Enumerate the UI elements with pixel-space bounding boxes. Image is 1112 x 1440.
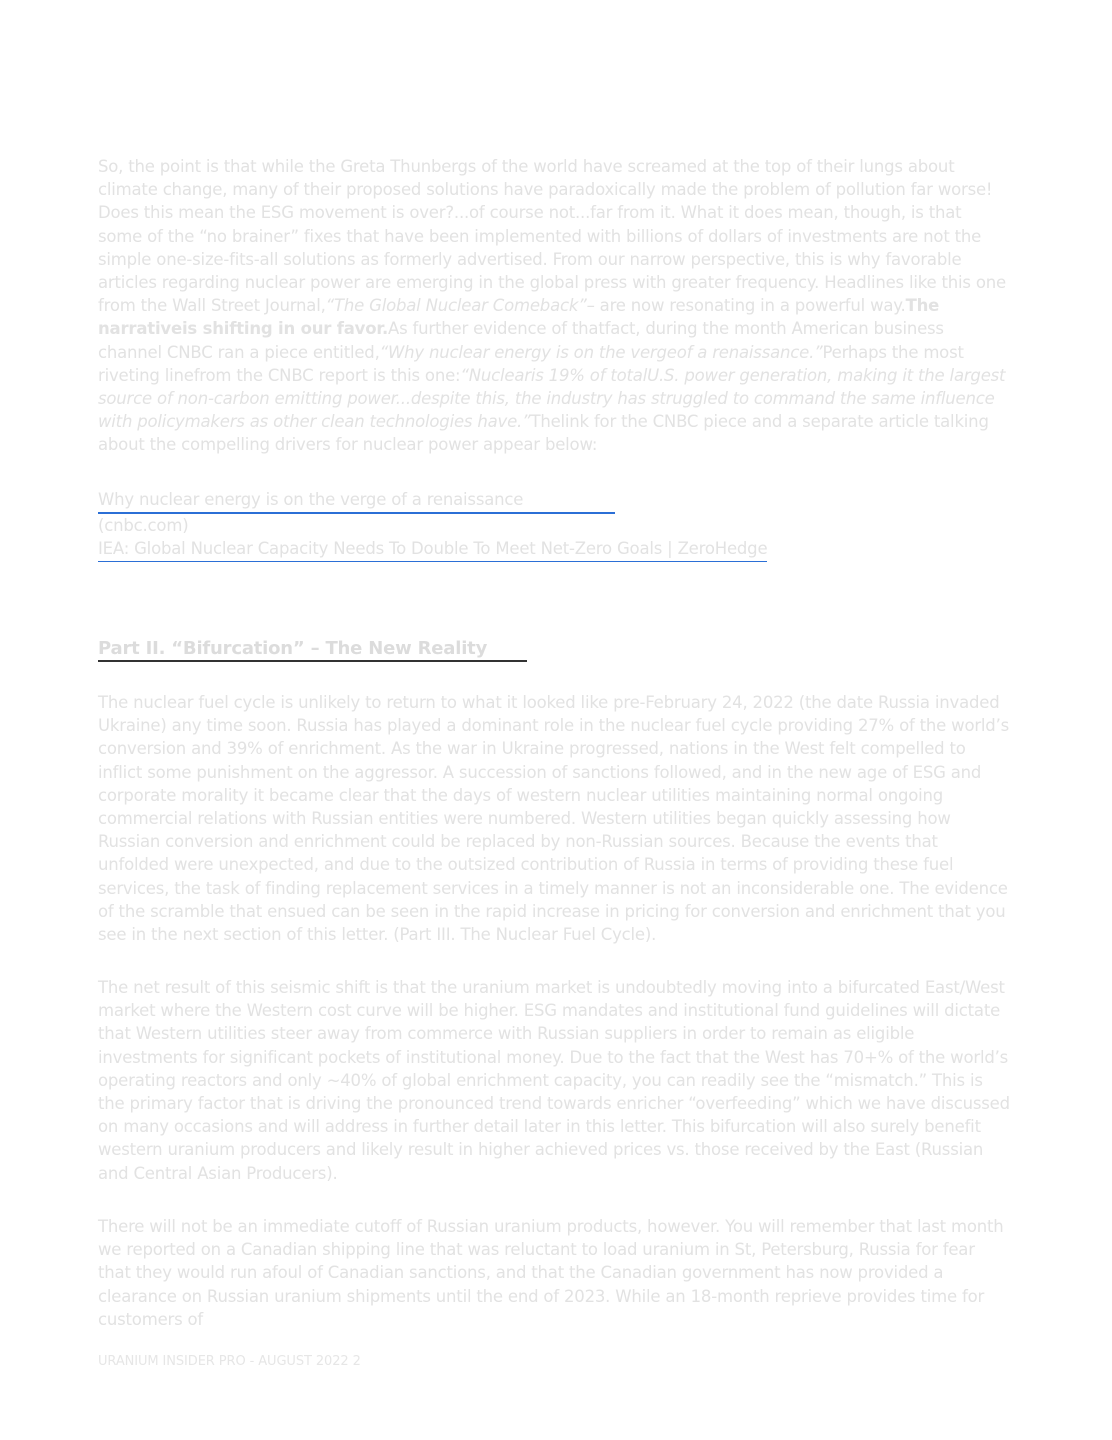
intro-text-5: Thelink for the CNBC piece and a separate article talking about the compelling drivers for nuclear power appear below: — [98, 412, 989, 455]
cnbc-headline: “Why nuclear energy is on the vergeof a renaissance.” — [379, 342, 823, 362]
body-paragraph-3: There will not be an immediate cutoff of Russian uranium products, however. You will remember that last month we reported on a Canadian shipping line that was reluctant to load uranium in St, Petersburg, Russia for fear that they would run afoul of Canadian sanctions, and that the Canadian government has now provided a clearance on Russian uranium shipments until the end of 2023. While an 18-month reprieve provides time for customers of — [98, 1217, 1004, 1329]
body-paragraph-1: The nuclear fuel cycle is unlikely to return to what it looked like pre-February 24, 2022 (the date Russia invaded Ukraine) any time soon. Russia has played a dominant role in the nuclear fuel cycle providing 27% of the world’s conversion and 39% of enrichment. As the war in Ukraine progressed, nations in the West felt compelled to inflict some punishment on the aggressor. A succession of sanctions followed, and in the new age of ESG and corporate morality it became clear that the days of western nuclear utilities maintaining normal ongoing commercial relations with Russian entities were numbered. Western utilities began quickly assessing how Russian conversion and enrichment could be replaced by non-Russian sources. Because the events that unfolded were unexpected, and due to the outsized contribution of Russia in terms of providing these fuel services, the task of finding replacement services in a timely manner is not an inconsiderable one. The evidence of the scramble that ensued can be seen in the rapid increase in pricing for conversion and enrichment that you see in the next section of this letter. (Part III. The Nuclear Fuel Cycle). — [98, 693, 1010, 945]
zerohedge-article-link[interactable]: IEA: Global Nuclear Capacity Needs To Double To Meet Net-Zero Goals | ZeroHedge — [98, 537, 767, 562]
intro-text-4: Perhaps the most riveting linefrom the CNBC report is this one: — [98, 342, 964, 385]
cnbc-quote: “Nuclearis 19% of totalU.S. power generation, making it the largest source of non-carbon emitting power...despite this, the industry has struggled to command the same influence with policymakers as other clean technologies have.” — [98, 365, 1006, 432]
intro-paragraph — [98, 155, 1010, 457]
intro-text-1: So, the point is that while the Greta Thunbergs of the world have screamed at the top of their lungs about climate change, many of their proposed solutions have paradoxically made the problem of pollution far worse! Does this mean the ESG movement is over?...of course not...far from it. What it does mean, though, is that some of the “no brainer” fixes that have been implemented with billions of dollars of investments are not the simple one-size-fits-all solutions as formerly advertised. From our narrow perspective, this is why favorable articles regarding nuclear power are emerging in the global press with greater frequency. Headlines like this one from the Wall Street Journal, — [98, 157, 1006, 316]
intro-text-2: – are now resonating in a powerful way. — [586, 296, 906, 316]
section-heading: Part II. “Bifurcation” – The New Reality — [98, 638, 527, 662]
wsj-headline: “The Global Nuclear Comeback” — [325, 296, 587, 316]
links-block — [98, 488, 1010, 562]
intro-text-3: As further evidence of thatfact, during the month American business channel CNBC ran a piece entitled, — [98, 319, 944, 362]
cnbc-link-source: (cnbc.com) — [98, 515, 189, 535]
intro-bold-statement: The narrativeis shifting in our favor. — [98, 296, 940, 339]
page-footer: URANIUM INSIDER PRO - AUGUST 2022 2 — [98, 1354, 361, 1369]
body-paragraph-2: The net result of this seismic shift is that the uranium market is undoubtedly moving into a bifurcated East/West market where the Western cost curve will be higher. ESG mandates and institutional fund guidelines will dictate that Western utilities steer away from commerce with Russian suppliers in order to remain as eligible investments for significant pockets of institutional money. Due to the fact that the West has 70+% of the world’s operating reactors and only ~40% of global enrichment capacity, you can readily see the “mismatch.” This is the primary factor that is driving the pronounced trend towards enricher “overfeeding” which we have discussed on many occasions and will address in further detail later in this letter. This bifurcation will also surely benefit western uranium producers and likely result in higher achieved prices vs. those received by the East (Russian and Central Asian Producers). — [98, 978, 1010, 1183]
cnbc-article-link[interactable]: Why nuclear energy is on the verge of a renaissance — [98, 488, 615, 514]
